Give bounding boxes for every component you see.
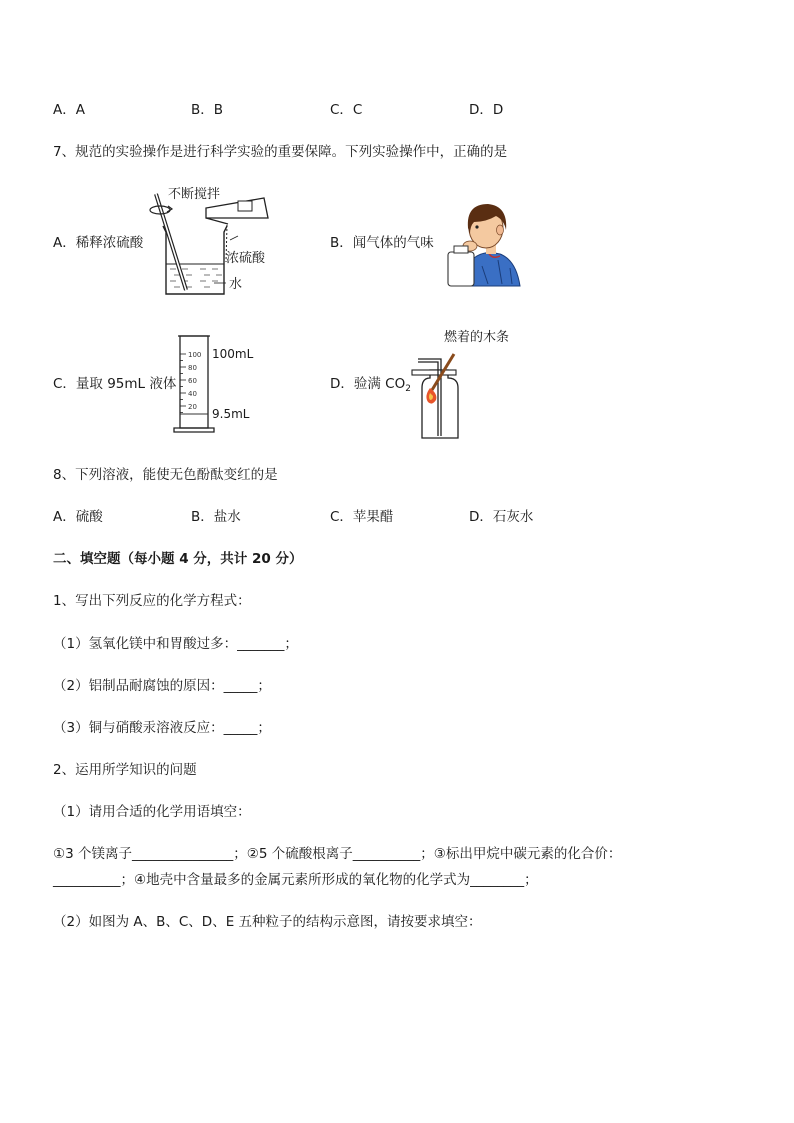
tick-label: 60: [188, 377, 197, 385]
s2-q1-part2: （2）铝制品耐腐蚀的原因：_____；: [53, 678, 271, 694]
graduated-cylinder-figure: [172, 330, 256, 436]
s2-q1-part1: （1）氢氧化镁中和胃酸过多：_______；: [53, 636, 298, 652]
acid-label: 浓硫酸: [226, 251, 266, 266]
smell-gas-figure: [440, 194, 522, 288]
tick-label: 100: [188, 351, 202, 359]
water-label: 水: [229, 277, 243, 292]
q8-option-d: D．石灰水: [469, 509, 534, 525]
q6-option-c: C．C: [330, 102, 363, 118]
s2-q1-part3: （3）铜与硝酸汞溶液反应：_____；: [53, 720, 271, 736]
s2-q2-stem: 2、运用所学知识的问题: [53, 762, 197, 778]
s2-q2-part2: （2）如图为 A、B、C、D、E 五种粒子的结构示意图，请按要求填空：: [53, 914, 482, 930]
q6-option-a: A．A: [53, 102, 85, 118]
bottom-reading: 9.5mL: [212, 407, 250, 421]
tick-label: 20: [188, 403, 197, 411]
q8-stem: 8、下列溶液，能使无色酚酞变红的是: [53, 467, 278, 483]
s2-q1-stem: 1、写出下列反应的化学方程式：: [53, 593, 251, 609]
q7-option-c-label: C．量取 95mL 液体: [53, 376, 177, 392]
top-reading: 100mL: [212, 347, 254, 361]
tick-label: 40: [188, 390, 197, 398]
q6-option-b: B．B: [191, 102, 224, 118]
d-label-subscript: 2: [405, 384, 411, 394]
s2-q2-part1: （1）请用合适的化学用语填空：: [53, 804, 251, 820]
s2-q2-line1: ①3 个镁离子_______________；②5 个硫酸根离子__________；③标出甲烷中碳元素的化合价：: [53, 846, 622, 862]
q8-option-c: C．苹果醋: [330, 509, 394, 525]
q7-option-b-label: B．闻气体的气味: [330, 235, 434, 251]
dilute-acid-figure: [138, 184, 280, 300]
q8-option-a: A．硫酸: [53, 509, 103, 525]
d-label-main: D．验满 CO: [330, 376, 406, 392]
section-2-title: 二、填空题（每小题 4 分，共计 20 分）: [53, 551, 303, 567]
q6-option-d: D．D: [469, 102, 504, 118]
q7-stem: 7、规范的实验操作是进行科学实验的重要保障。下列实验操作中，正确的是: [53, 144, 508, 160]
q7-option-d-label: [330, 375, 411, 398]
q7-option-a-label: A．稀释浓硫酸: [53, 235, 144, 251]
tick-label: 80: [188, 364, 197, 372]
q8-option-b: B．盐水: [191, 509, 241, 525]
burning-stick-caption: 燃着的木条: [444, 330, 510, 345]
stir-label: 不断搅拌: [168, 187, 221, 202]
s2-q2-line2: __________；④地壳中含量最多的金属元素所形成的氧化物的化学式为________；: [53, 872, 538, 888]
co2-test-figure: [410, 326, 514, 440]
